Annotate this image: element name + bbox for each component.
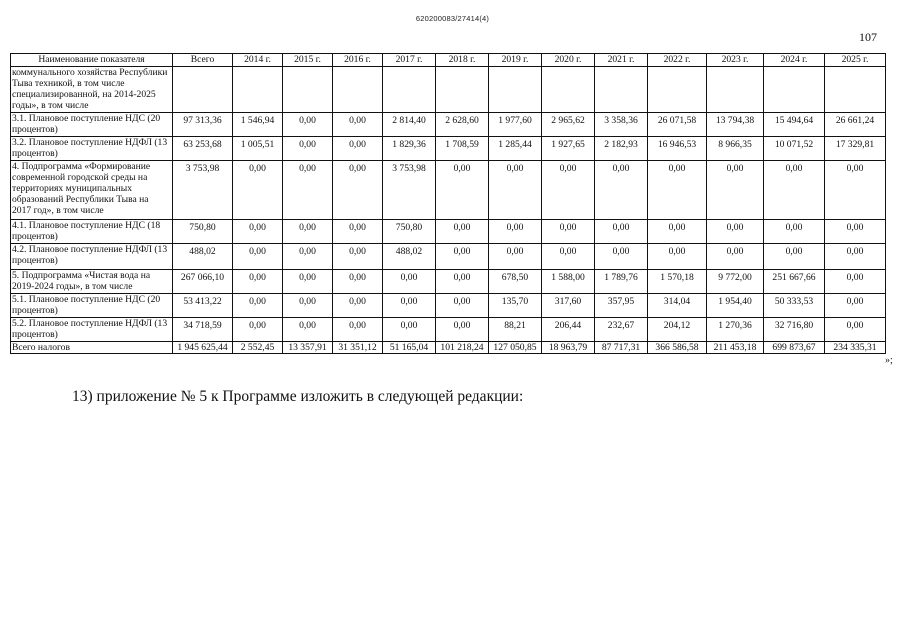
cell-value: 0,00: [333, 137, 383, 161]
cell-value: 232,67: [595, 318, 648, 342]
cell-value: [436, 67, 489, 113]
cell-value: 0,00: [825, 270, 886, 294]
cell-value: 0,00: [333, 161, 383, 220]
cell-value: 0,00: [233, 318, 283, 342]
cell-value: 2 965,62: [542, 113, 595, 137]
cell-value: 0,00: [648, 244, 707, 270]
cell-value: 135,70: [489, 294, 542, 318]
row-label: 4.2. Плановое поступление НДФЛ (13 процентов): [11, 244, 173, 270]
cell-value: 26 071,58: [648, 113, 707, 137]
cell-value: 0,00: [233, 270, 283, 294]
table-header: [11, 54, 886, 67]
cell-value: 0,00: [333, 318, 383, 342]
cell-value: 488,02: [173, 244, 233, 270]
cell-value: 51 165,04: [383, 342, 436, 354]
cell-value: [489, 67, 542, 113]
cell-value: [173, 67, 233, 113]
cell-value: 0,00: [542, 244, 595, 270]
column-header: 2014 г.: [233, 54, 283, 67]
cell-value: 15 494,64: [764, 113, 825, 137]
column-header: 2020 г.: [542, 54, 595, 67]
cell-value: 251 667,66: [764, 270, 825, 294]
cell-value: 0,00: [707, 244, 764, 270]
table-row: [11, 113, 886, 137]
table-row: [11, 270, 886, 294]
column-header: 2024 г.: [764, 54, 825, 67]
cell-value: 0,00: [542, 220, 595, 244]
cell-value: 750,80: [383, 220, 436, 244]
cell-value: 750,80: [173, 220, 233, 244]
cell-value: [648, 67, 707, 113]
cell-value: 204,12: [648, 318, 707, 342]
cell-value: 0,00: [333, 220, 383, 244]
cell-value: 87 717,31: [595, 342, 648, 354]
row-label: 5.1. Плановое поступление НДС (20 процентов): [11, 294, 173, 318]
cell-value: [233, 67, 283, 113]
cell-value: 0,00: [764, 220, 825, 244]
cell-value: 357,95: [595, 294, 648, 318]
cell-value: 0,00: [489, 244, 542, 270]
cell-value: 63 253,68: [173, 137, 233, 161]
cell-value: 0,00: [333, 294, 383, 318]
table-row: [11, 161, 886, 220]
row-label: 4.1. Плановое поступление НДС (18 процентов): [11, 220, 173, 244]
cell-value: 0,00: [283, 270, 333, 294]
table-body: [11, 67, 886, 354]
cell-value: 101 218,24: [436, 342, 489, 354]
cell-value: 2 814,40: [383, 113, 436, 137]
cell-value: [333, 67, 383, 113]
cell-value: 0,00: [383, 294, 436, 318]
cell-value: 0,00: [542, 161, 595, 220]
table-row: [11, 67, 886, 113]
cell-value: 366 586,58: [648, 342, 707, 354]
table-row: [11, 318, 886, 342]
cell-value: 0,00: [764, 161, 825, 220]
cell-value: 488,02: [383, 244, 436, 270]
column-header: 2023 г.: [707, 54, 764, 67]
column-header: 2025 г.: [825, 54, 886, 67]
cell-value: 2 628,60: [436, 113, 489, 137]
cell-value: 1 285,44: [489, 137, 542, 161]
cell-value: 0,00: [383, 318, 436, 342]
cell-value: 0,00: [333, 244, 383, 270]
cell-value: 0,00: [283, 113, 333, 137]
cell-value: 0,00: [595, 220, 648, 244]
cell-value: 26 661,24: [825, 113, 886, 137]
row-label: 5. Подпрограмма «Чистая вода на 2019-2024 годы», в том числе: [11, 270, 173, 294]
cell-value: 0,00: [825, 244, 886, 270]
cell-value: 34 718,59: [173, 318, 233, 342]
cell-value: 1 546,94: [233, 113, 283, 137]
page-number: 107: [859, 30, 877, 44]
cell-value: 0,00: [436, 220, 489, 244]
cell-value: 2 182,93: [595, 137, 648, 161]
column-header: 2016 г.: [333, 54, 383, 67]
cell-value: 13 794,38: [707, 113, 764, 137]
cell-value: 9 772,00: [707, 270, 764, 294]
row-label: Всего налогов: [11, 342, 173, 354]
cell-value: 0,00: [489, 161, 542, 220]
column-header: 2017 г.: [383, 54, 436, 67]
closing-quote-mark: »;: [885, 355, 893, 366]
cell-value: 1 789,76: [595, 270, 648, 294]
cell-value: 0,00: [707, 161, 764, 220]
cell-value: 17 329,81: [825, 137, 886, 161]
cell-value: 8 966,35: [707, 137, 764, 161]
cell-value: 13 357,91: [283, 342, 333, 354]
cell-value: 50 333,53: [764, 294, 825, 318]
table-row: [11, 342, 886, 354]
cell-value: 1 927,65: [542, 137, 595, 161]
cell-value: 0,00: [436, 318, 489, 342]
cell-value: [595, 67, 648, 113]
column-header: 2022 г.: [648, 54, 707, 67]
cell-value: 0,00: [283, 161, 333, 220]
cell-value: 0,00: [233, 244, 283, 270]
cell-value: 0,00: [648, 220, 707, 244]
cell-value: 699 873,67: [764, 342, 825, 354]
table-row: [11, 244, 886, 270]
cell-value: 3 753,98: [173, 161, 233, 220]
cell-value: 211 453,18: [707, 342, 764, 354]
cell-value: 31 351,12: [333, 342, 383, 354]
cell-value: 0,00: [383, 270, 436, 294]
cell-value: 88,21: [489, 318, 542, 342]
row-label: 4. Подпрограмма «Формирование современной городской среды на территориях муниципальных образований Республики Тыва на 2017 год», в том числе: [11, 161, 173, 220]
cell-value: 10 071,52: [764, 137, 825, 161]
cell-value: [825, 67, 886, 113]
cell-value: 0,00: [233, 161, 283, 220]
column-header: 2021 г.: [595, 54, 648, 67]
cell-value: [707, 67, 764, 113]
cell-value: 0,00: [825, 161, 886, 220]
cell-value: 0,00: [595, 161, 648, 220]
cell-value: 0,00: [436, 294, 489, 318]
cell-value: 1 977,60: [489, 113, 542, 137]
instruction-text: 13) приложение № 5 к Программе изложить в следующей редакции:: [72, 388, 524, 405]
cell-value: 0,00: [283, 318, 333, 342]
cell-value: 1 829,36: [383, 137, 436, 161]
cell-value: [764, 67, 825, 113]
row-label: 3.2. Плановое поступление НДФЛ (13 процентов): [11, 137, 173, 161]
cell-value: 16 946,53: [648, 137, 707, 161]
cell-value: 0,00: [283, 294, 333, 318]
cell-value: 0,00: [825, 220, 886, 244]
row-label: 3.1. Плановое поступление НДС (20 процентов): [11, 113, 173, 137]
cell-value: 0,00: [825, 318, 886, 342]
cell-value: 0,00: [595, 244, 648, 270]
cell-value: [283, 67, 333, 113]
cell-value: 314,04: [648, 294, 707, 318]
cell-value: 234 335,31: [825, 342, 886, 354]
cell-value: 317,60: [542, 294, 595, 318]
cell-value: 0,00: [436, 270, 489, 294]
cell-value: 127 050,85: [489, 342, 542, 354]
cell-value: 3 358,36: [595, 113, 648, 137]
cell-value: 32 716,80: [764, 318, 825, 342]
cell-value: 3 753,98: [383, 161, 436, 220]
cell-value: 1 005,51: [233, 137, 283, 161]
cell-value: 0,00: [283, 244, 333, 270]
column-header: Наименование показателя: [11, 54, 173, 67]
cell-value: 0,00: [233, 220, 283, 244]
document-id: 620200083/27414(4): [415, 14, 490, 23]
table-row: [11, 294, 886, 318]
table-row: [11, 137, 886, 161]
cell-value: 0,00: [333, 113, 383, 137]
cell-value: 18 963,79: [542, 342, 595, 354]
column-header: 2018 г.: [436, 54, 489, 67]
cell-value: 53 413,22: [173, 294, 233, 318]
cell-value: 0,00: [648, 161, 707, 220]
column-header: Всего: [173, 54, 233, 67]
cell-value: 0,00: [764, 244, 825, 270]
row-label: коммунального хозяйства Республики Тыва техникой, в том числе специализированной, на 2014-2025 годы», в том числе: [11, 67, 173, 113]
cell-value: 0,00: [436, 244, 489, 270]
cell-value: 1 570,18: [648, 270, 707, 294]
cell-value: 0,00: [825, 294, 886, 318]
cell-value: [542, 67, 595, 113]
cell-value: 1 945 625,44: [173, 342, 233, 354]
table-row: [11, 220, 886, 244]
cell-value: 206,44: [542, 318, 595, 342]
cell-value: 0,00: [489, 220, 542, 244]
cell-value: 0,00: [233, 294, 283, 318]
cell-value: 0,00: [436, 161, 489, 220]
cell-value: 1 588,00: [542, 270, 595, 294]
column-header: 2015 г.: [283, 54, 333, 67]
cell-value: [383, 67, 436, 113]
cell-value: 0,00: [283, 220, 333, 244]
cell-value: 678,50: [489, 270, 542, 294]
cell-value: 0,00: [283, 137, 333, 161]
cell-value: 1 954,40: [707, 294, 764, 318]
cell-value: 1 270,36: [707, 318, 764, 342]
cell-value: 267 066,10: [173, 270, 233, 294]
cell-value: 1 708,59: [436, 137, 489, 161]
cell-value: 97 313,36: [173, 113, 233, 137]
cell-value: 0,00: [707, 220, 764, 244]
column-header: 2019 г.: [489, 54, 542, 67]
row-label: 5.2. Плановое поступление НДФЛ (13 процентов): [11, 318, 173, 342]
cell-value: 0,00: [333, 270, 383, 294]
tax-table: [10, 53, 886, 354]
cell-value: 2 552,45: [233, 342, 283, 354]
